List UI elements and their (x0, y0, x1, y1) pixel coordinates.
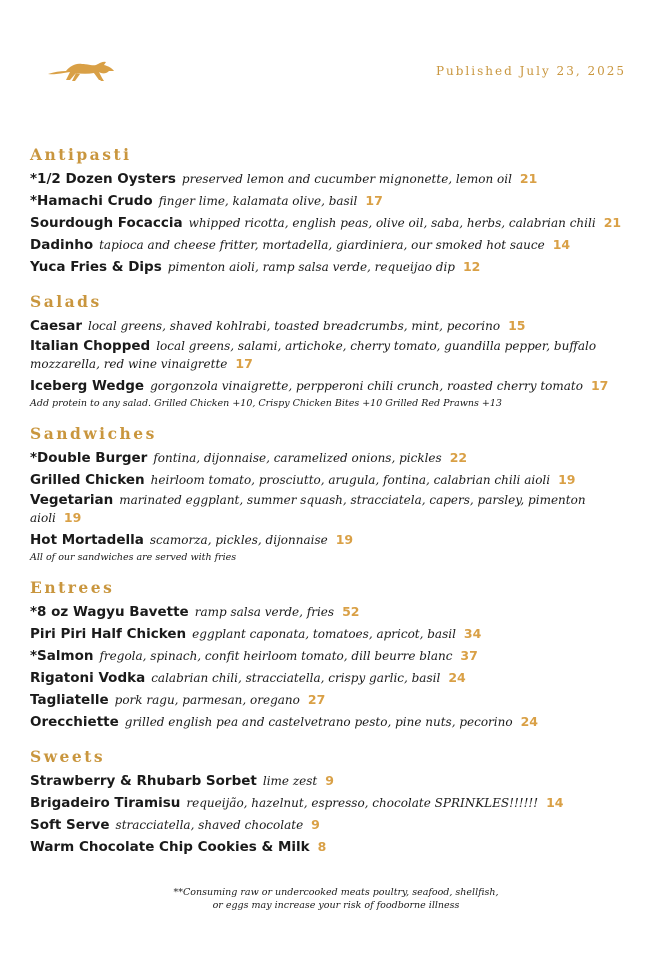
item-name: Yuca Fries & Dips (30, 259, 162, 275)
item-name: Caesar (30, 318, 82, 334)
item-description: tapioca and cheese fritter, mortadella, giardiniera, our smoked hot sauce (99, 238, 545, 252)
item-description: local greens, salami, artichoke, cherry tomato, guandilla pepper, buffalo mozzarella, red wine vinaigrette (30, 339, 597, 371)
item-description: eggplant caponata, tomatoes, apricot, basil (192, 627, 456, 641)
item-name: *Hamachi Crudo (30, 193, 153, 209)
menu-item (30, 234, 630, 256)
section-sweets (30, 747, 630, 858)
foodborne-illness-disclaimer (0, 886, 672, 912)
section-sandwiches (30, 424, 630, 564)
menu-item (30, 770, 630, 792)
item-name: Orecchiette (30, 714, 119, 730)
menu-item (30, 447, 630, 469)
section-title: Antipasti (30, 145, 132, 164)
menu-item (30, 256, 630, 278)
item-name: *8 oz Wagyu Bavette (30, 604, 189, 620)
item-name: Piri Piri Half Chicken (30, 626, 187, 642)
item-price: 21 (519, 171, 538, 186)
section-entrees (30, 578, 630, 733)
item-price: 12 (462, 259, 481, 274)
item-name: Strawberry & Rhubarb Sorbet (30, 773, 257, 789)
item-price: 34 (463, 626, 482, 641)
item-description: scamorza, pickles, dijonnaise (149, 533, 328, 547)
item-description: finger lime, kalamata olive, basil (158, 194, 358, 208)
menu-item (30, 601, 630, 623)
item-price: 15 (508, 318, 526, 333)
running-fox-icon (46, 54, 116, 86)
item-price: 17 (365, 193, 383, 208)
item-name: Sourdough Focaccia (30, 215, 183, 231)
item-description: requeijão, hazelnut, espresso, chocolate SPRINKLES!!!!!! (186, 796, 539, 810)
item-price: 52 (342, 604, 360, 619)
item-description: whipped ricotta, english peas, olive oil, saba, herbs, calabrian chili (188, 216, 596, 230)
item-description: grilled english pea and castelvetrano pesto, pine nuts, pecorino (124, 715, 513, 729)
item-description: preserved lemon and cucumber mignonette, lemon oil (181, 172, 512, 186)
item-description: ramp salsa verde, fries (194, 605, 335, 619)
item-description: pork ragu, parmesan, oregano (114, 693, 300, 707)
menu-item (30, 792, 630, 814)
disclaimer-line-1: **Consuming raw or undercooked meats poultry, seafood, shellfish, (173, 887, 499, 898)
disclaimer-line-2: or eggs may increase your risk of foodborne illness (212, 900, 460, 911)
item-description: pimenton aioli, ramp salsa verde, requeijao dip (167, 260, 455, 274)
menu-item (30, 375, 630, 397)
menu-item (30, 667, 630, 689)
menu-item (30, 623, 630, 645)
menu-item (30, 212, 630, 234)
item-price: 19 (558, 472, 576, 487)
item-description: local greens, shaved kohlrabi, toasted breadcrumbs, mint, pecorino (87, 319, 501, 333)
menu-item (30, 689, 630, 711)
menu (30, 145, 630, 872)
item-name: Italian Chopped (30, 338, 151, 354)
item-name: Vegetarian (30, 492, 114, 508)
section-title: Sweets (30, 747, 106, 766)
item-price: 17 (235, 356, 253, 371)
section-title: Salads (30, 292, 102, 311)
menu-item (30, 711, 630, 733)
section-salads (30, 292, 630, 410)
item-name: Soft Serve (30, 817, 110, 833)
item-description: lime zest (262, 774, 318, 788)
item-description: fontina, dijonnaise, caramelized onions, pickles (153, 451, 442, 465)
published-date: Published July 23, 2025 (435, 64, 626, 78)
item-price: 9 (325, 773, 334, 788)
item-name: Grilled Chicken (30, 472, 145, 488)
item-description: calabrian chili, stracciatella, crispy garlic, basil (151, 671, 441, 685)
salad-protein-note: Add protein to any salad. Grilled Chicken +10, Crispy Chicken Bites +10 Grilled Red Prawns +13 (30, 398, 502, 409)
item-name: Warm Chocolate Chip Cookies & Milk (30, 839, 310, 855)
item-price: 17 (590, 378, 609, 393)
item-name: *1/2 Dozen Oysters (30, 171, 176, 187)
item-description: marinated eggplant, summer squash, stracciatela, capers, parsley, pimenton aioli (30, 493, 586, 525)
item-price: 24 (448, 670, 466, 685)
item-price: 14 (552, 237, 571, 252)
item-name: Dadinho (30, 237, 94, 253)
item-name: *Double Burger (30, 450, 148, 466)
item-price: 19 (63, 510, 82, 525)
menu-item (30, 315, 630, 337)
item-price: 37 (460, 648, 478, 663)
section-title: Sandwiches (30, 424, 157, 443)
section-antipasti (30, 145, 630, 278)
item-price: 27 (307, 692, 326, 707)
menu-item (30, 814, 630, 836)
menu-item (30, 337, 630, 373)
sandwich-fries-note: All of our sandwiches are served with fries (30, 552, 237, 563)
item-name: Rigatoni Vodka (30, 670, 146, 686)
item-price: 21 (603, 215, 622, 230)
item-name: Tagliatelle (30, 692, 109, 708)
item-price: 22 (449, 450, 468, 465)
item-name: Brigadeiro Tiramisu (30, 795, 181, 811)
menu-item (30, 168, 630, 190)
item-price: 19 (335, 532, 354, 547)
item-price: 9 (311, 817, 320, 832)
item-name: Iceberg Wedge (30, 378, 145, 394)
item-name: *Salmon (30, 648, 94, 664)
item-price: 24 (520, 714, 538, 729)
item-price: 8 (317, 839, 327, 854)
item-price: 14 (546, 795, 564, 810)
section-title: Entrees (30, 578, 115, 597)
item-description: gorgonzola vinaigrette, perpperoni chili crunch, roasted cherry tomato (150, 379, 583, 393)
menu-item (30, 469, 630, 491)
item-description: heirloom tomato, prosciutto, arugula, fontina, calabrian chili aioli (150, 473, 551, 487)
menu-item (30, 645, 630, 667)
menu-item (30, 491, 630, 527)
item-name: Hot Mortadella (30, 532, 144, 548)
menu-item (30, 836, 630, 858)
item-description: fregola, spinach, confit heirloom tomato, dill beurre blanc (99, 649, 453, 663)
item-description: stracciatella, shaved chocolate (115, 818, 304, 832)
menu-item (30, 529, 630, 551)
menu-item (30, 190, 630, 212)
